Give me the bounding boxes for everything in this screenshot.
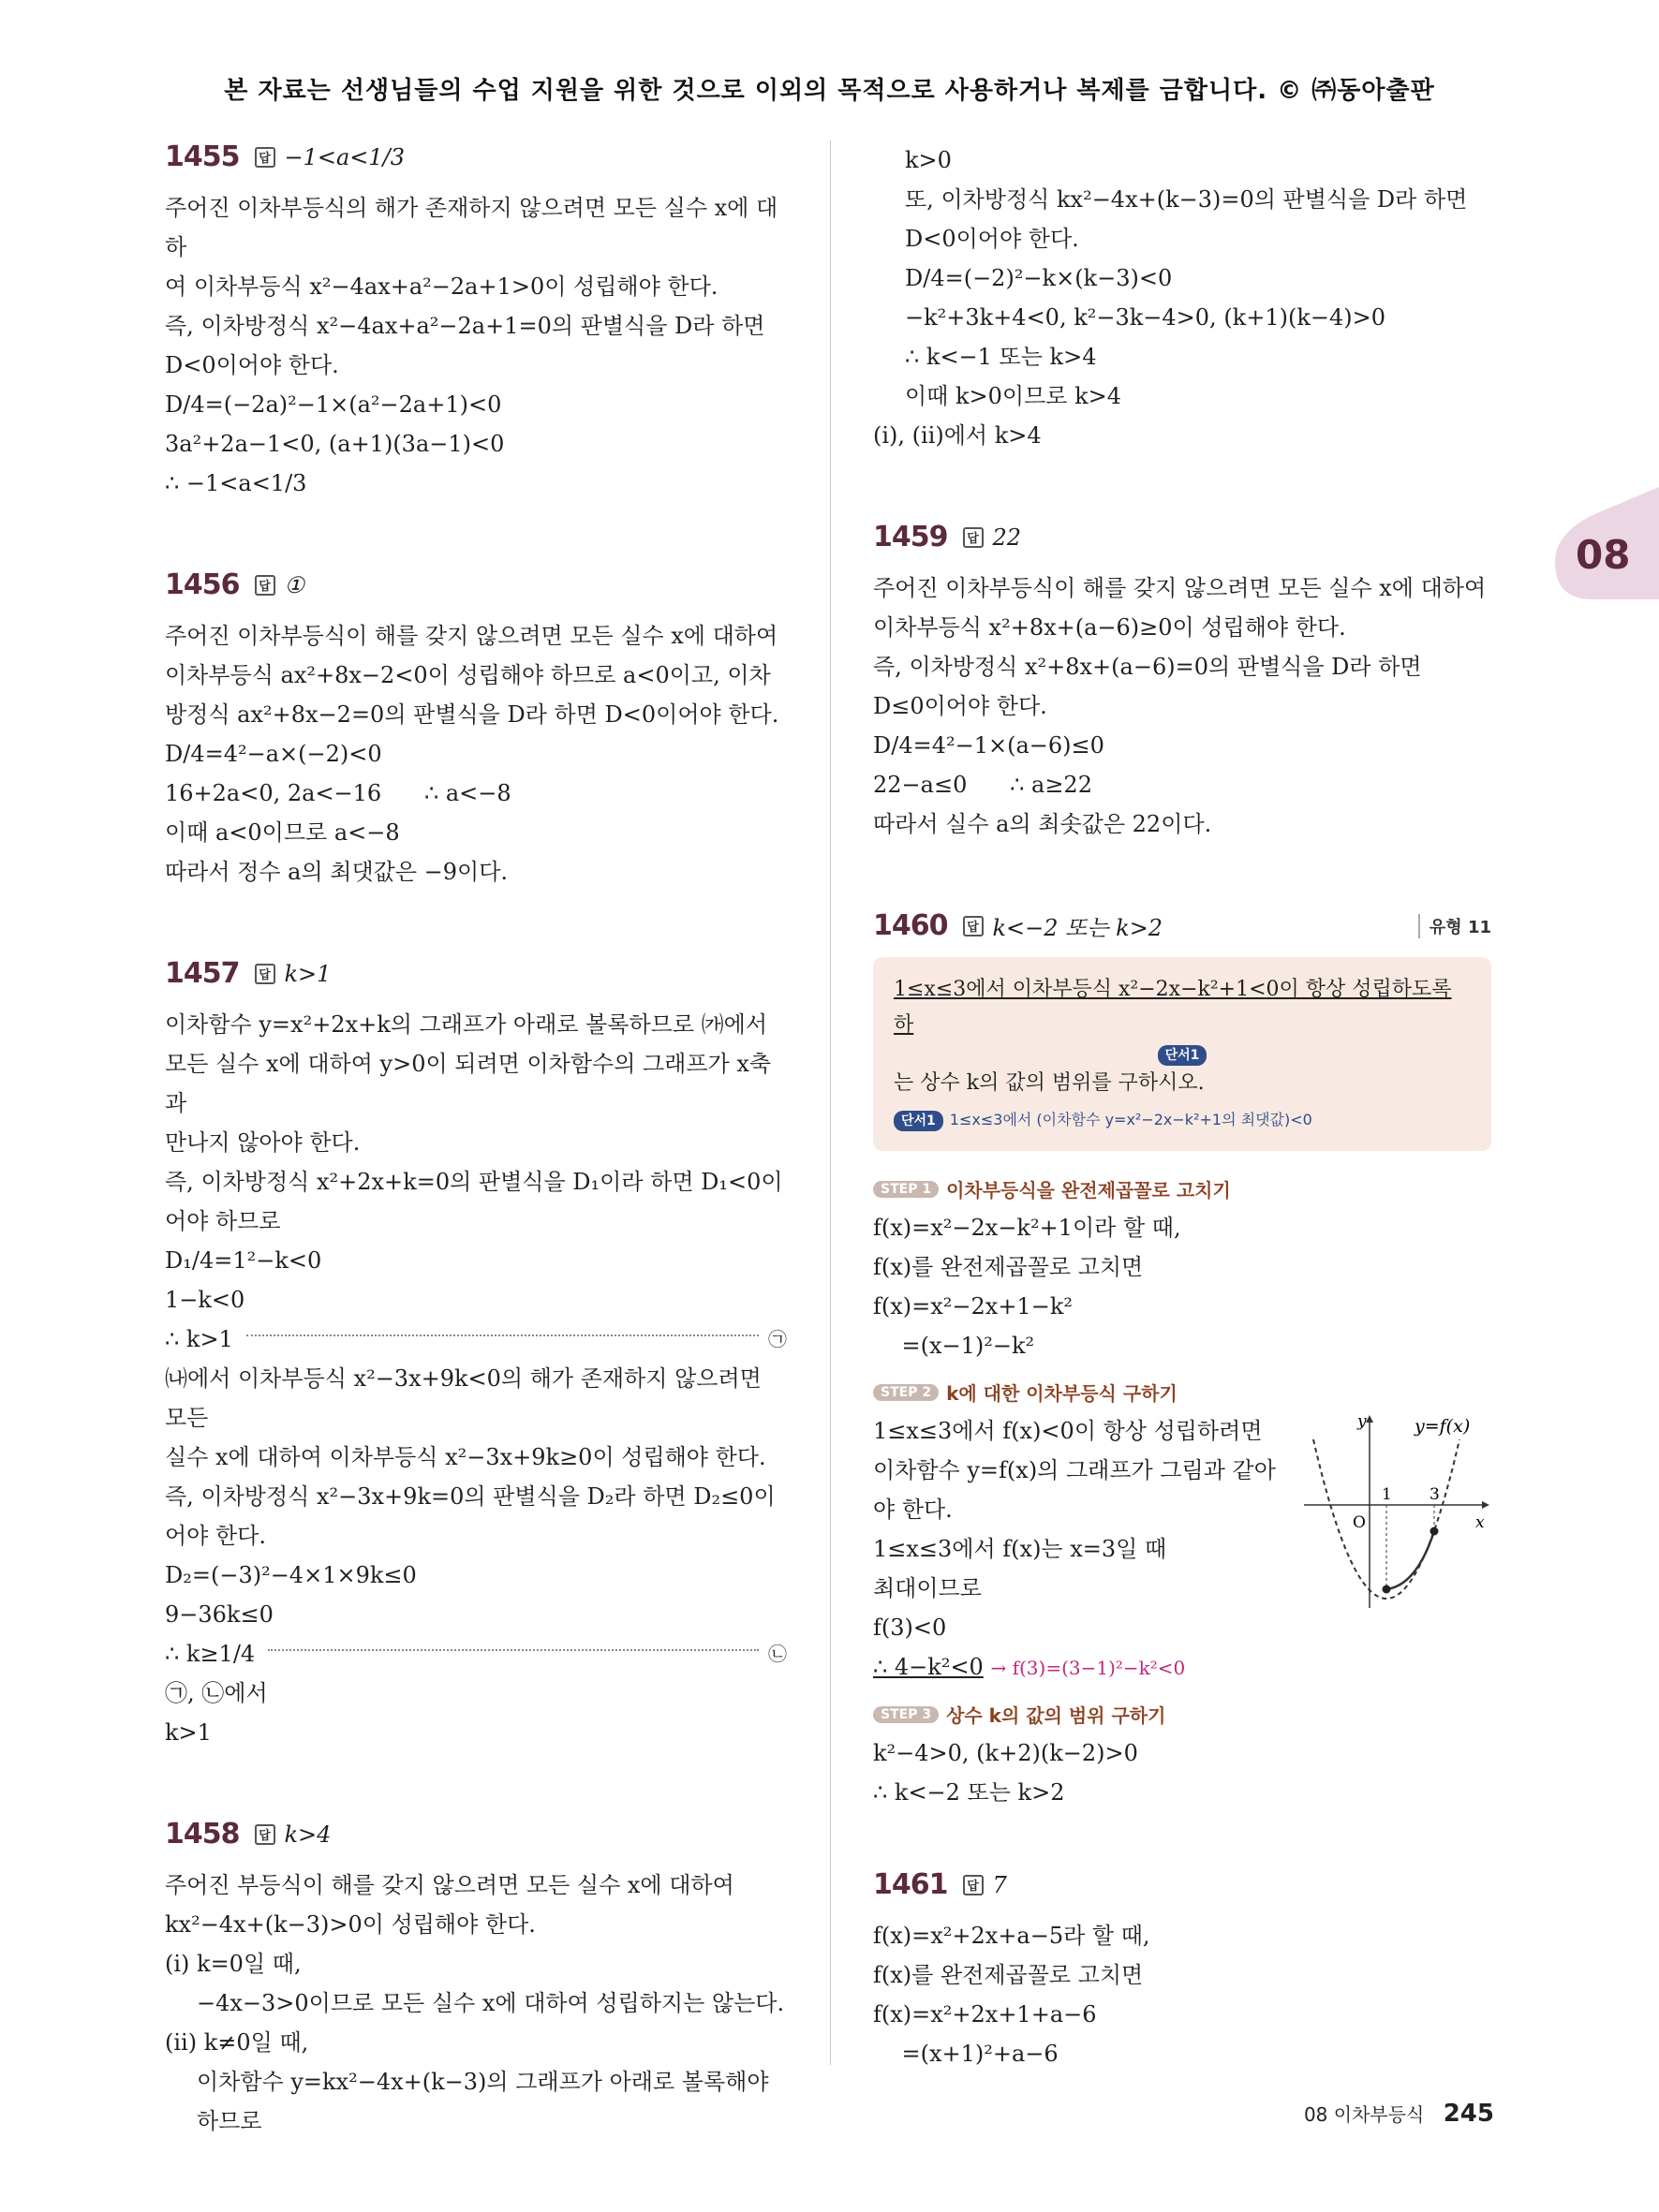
solution-lines: [165, 1005, 787, 1320]
text-line: 즉, 이차방정식 x²+8x+(a−6)=0의 판별식을 D라 하면: [873, 654, 1422, 680]
answer-badge-icon: 답: [255, 147, 275, 168]
solution-lines: [165, 616, 787, 892]
problem-answer: k>4: [284, 1821, 332, 1848]
problem-1455: [165, 140, 787, 503]
problem-1461: [873, 1868, 1491, 2073]
clue-label: 단서1: [894, 1111, 943, 1131]
text-line: 주어진 이차부등식의 해가 존재하지 않으려면 모든 실수 x에 대하: [165, 195, 778, 260]
text-line: 즉, 이차방정식 x²−4ax+a²−2a+1=0의 판별식을 D라 하면: [165, 313, 765, 339]
parabola-graph: [1304, 1411, 1491, 1617]
copyright-header: 본 자료는 선생님들의 수업 지원을 위한 것으로 이외의 목적으로 사용하거나 복제를 금합니다. © ㈜동아출판: [224, 77, 1435, 105]
text-line: 모든 실수 x에 대하여 y>0이 되려면 이차함수의 그래프가 x축과: [165, 1051, 772, 1116]
step-badge: STEP 1: [873, 1181, 939, 1198]
problem-number: 1461: [873, 1868, 948, 1901]
text-line: f(x)=x²+2x+a−5라 할 때,: [873, 1923, 1150, 1949]
text-line: =(x−1)²−k²: [873, 1333, 1035, 1359]
x-axis-arrow-icon: [1482, 1501, 1489, 1509]
solution-lines: [165, 1359, 787, 1634]
solution-lines: [165, 1674, 787, 1752]
tick-label-3: 3: [1429, 1485, 1440, 1504]
solution-lines: [873, 1208, 1491, 1365]
page-number: 245: [1443, 2100, 1494, 2128]
problem-number: 1455: [165, 140, 240, 173]
text-line: D<0이어야 한다.: [905, 226, 1079, 252]
problem-number: 1457: [165, 957, 240, 990]
text-line: f(x)를 완전제곱꼴로 고치면: [873, 1254, 1144, 1280]
solution-lines: [873, 1733, 1491, 1812]
text-line: =(x+1)²+a−6: [873, 2041, 1059, 2067]
solution-lines: [165, 1865, 787, 2141]
text-line: D<0이어야 한다.: [165, 352, 339, 378]
right-column: [873, 140, 1491, 2139]
answer-badge-icon: 답: [963, 527, 984, 548]
problem-1460: [873, 909, 1491, 1812]
step-2-header: [873, 1379, 1491, 1406]
text-line: 주어진 이차부등식이 해를 갖지 않으려면 모든 실수 x에 대하여: [165, 623, 778, 649]
left-column: [165, 140, 787, 2206]
problem-1457: [165, 957, 787, 1752]
y-axis-arrow-icon: [1366, 1415, 1373, 1423]
text-line: 어야 한다.: [165, 1523, 266, 1549]
text-line: 따라서 실수 a의 최솟값은 22이다.: [873, 811, 1212, 837]
text-line: 즉, 이차방정식 x²−3x+9k=0의 판별식을 D₂라 하면 D₂≤0이: [165, 1483, 776, 1510]
text-line: 이차부등식 ax²+8x−2<0이 성립해야 하므로 a<0이고, 이차: [165, 662, 771, 688]
text-line: 주어진 부등식이 해를 갖지 않으려면 모든 실수 x에 대하여: [165, 1872, 734, 1898]
dotted-result-line: [165, 1320, 787, 1359]
text-line: (ⅰ) k=0일 때,: [165, 1951, 302, 1977]
problem-1456: [165, 568, 787, 892]
solution-lines: [873, 568, 1491, 844]
text-line: D/4=4²−a×(−2)<0: [165, 741, 382, 767]
text-line: kx²−4x+(k−3)>0이 성립해야 한다.: [165, 1911, 536, 1938]
problem-number: 1456: [165, 568, 240, 601]
problem-text-line: 는 상수 k의 값의 범위를 구하시오.: [894, 1071, 1205, 1095]
answer-badge-icon: 답: [255, 1824, 275, 1845]
dotted-result-line: [165, 1634, 787, 1674]
function-label: y=f(x): [1415, 1416, 1471, 1437]
text-line: ㈏에서 이차부등식 x²−3x+9k<0의 해가 존재하지 않으려면 모든: [165, 1365, 769, 1431]
text-line: 어야 하므로: [165, 1208, 281, 1234]
text-line: D/4=(−2a)²−1×(a²−2a+1)<0: [165, 391, 502, 418]
problem-1458-continued: [873, 140, 1491, 455]
text-line: 1≤x≤3에서 f(x)<0이 항상 성립하려면: [873, 1418, 1263, 1444]
circled-mark: ㉡: [768, 1643, 787, 1665]
result-text: ∴ k>1: [165, 1326, 233, 1352]
step-title: k에 대한 이차부등식 구하기: [946, 1382, 1178, 1405]
problem-answer: ①: [284, 571, 305, 598]
problem-answer: k>1: [284, 960, 332, 987]
text-line: 1−k<0: [165, 1287, 245, 1313]
text-line: 이차함수 y=kx²−4x+(k−3)의 그래프가 아래로 볼록해야: [197, 2069, 769, 2095]
problem-number: 1459: [873, 521, 948, 553]
problem-box: [873, 957, 1491, 1151]
text-line: 야 한다.: [873, 1497, 953, 1523]
step-title: 상수 k의 값의 범위 구하기: [946, 1704, 1166, 1727]
clue-marker: 단서1: [1158, 1045, 1207, 1066]
problem-answer: 7: [992, 1871, 1007, 1898]
answer-badge-icon: 답: [255, 575, 275, 596]
text-line: 하므로: [197, 2108, 262, 2134]
text-line: 이때 k>0이므로 k>4: [905, 383, 1122, 409]
text-line: ㉠, ㉡에서: [165, 1680, 268, 1706]
text-line: −k²+3k+4<0, k²−3k−4>0, (k+1)(k−4)>0: [905, 304, 1385, 331]
result-text: ∴ 4−k²<0: [873, 1654, 984, 1680]
step-title: 이차부등식을 완전제곱꼴로 고치기: [946, 1179, 1231, 1202]
text-line: k²−4>0, (k+2)(k−2)>0: [873, 1740, 1138, 1766]
problem-text-line: 1≤x≤3에서 이차부등식 x²−2x−k²+1<0이 항상 성립하도록 하: [894, 978, 1452, 1037]
step-3-header: [873, 1701, 1491, 1728]
text-line: k>0: [905, 147, 952, 173]
vertex-point: [1383, 1585, 1391, 1594]
text-line: D₁/4=1²−k<0: [165, 1247, 322, 1274]
result-text: ∴ k≥1/4: [165, 1641, 256, 1667]
answer-badge-icon: 답: [963, 916, 984, 936]
solution-lines: [165, 188, 787, 503]
footer-chapter: 08 이차부등식: [1303, 2103, 1425, 2126]
max-point: [1430, 1527, 1439, 1536]
solution-lines: [873, 1916, 1491, 2073]
text-line: f(x)=x²+2x+1+a−6: [873, 2001, 1097, 2028]
text-line: f(x)=x²−2x+1−k²: [873, 1293, 1073, 1320]
step-badge: STEP 3: [873, 1706, 939, 1723]
text-line: −4x−3>0이므로 모든 실수 x에 대하여 성립하지는 않는다.: [197, 1990, 785, 2016]
text-line: D≤0이어야 한다.: [873, 693, 1047, 719]
step-1-header: [873, 1175, 1491, 1202]
circled-mark: ㉠: [768, 1328, 787, 1350]
text-line: 이차함수 y=x²+2x+k의 그래프가 아래로 볼록하므로 ㈎에서: [165, 1011, 768, 1038]
origin-label: O: [1353, 1513, 1366, 1532]
text-line: (ⅰ), (ⅱ)에서 k>4: [873, 422, 1042, 449]
pink-note: → f(3)=(3−1)²−k²<0: [990, 1657, 1186, 1679]
column-divider: [830, 140, 831, 2065]
text-line: ∴ k<−2 또는 k>2: [873, 1779, 1065, 1806]
problem-1459: [873, 521, 1491, 844]
text-line: D/4=(−2)²−k×(k−3)<0: [905, 265, 1173, 291]
tick-label-1: 1: [1382, 1485, 1392, 1504]
text-line: ∴ −1<a<1/3: [165, 470, 307, 496]
text-line: 또, 이차방정식 kx²−4x+(k−3)=0의 판별식을 D라 하면: [905, 186, 1468, 213]
type-tag: 유형 11: [1418, 914, 1491, 938]
answer-badge-icon: 답: [255, 964, 275, 984]
text-line: 1≤x≤3에서 f(x)는 x=3일 때: [873, 1536, 1167, 1562]
dot-leader: [246, 1335, 759, 1336]
text-line: 따라서 정수 a의 최댓값은 −9이다.: [165, 859, 509, 885]
text-line: 22−a≤0 ∴ a≥22: [873, 772, 1092, 798]
result-line: [873, 1647, 1491, 1688]
text-line: 만나지 않아야 한다.: [165, 1129, 361, 1156]
step-badge: STEP 2: [873, 1384, 939, 1401]
problem-answer: 22: [992, 524, 1022, 551]
text-line: ∴ k<−1 또는 k>4: [905, 344, 1097, 370]
dot-leader: [268, 1649, 759, 1651]
solution-lines: [873, 140, 1491, 455]
text-line: 16+2a<0, 2a<−16 ∴ a<−8: [165, 780, 511, 806]
text-line: 주어진 이차부등식이 해를 갖지 않으려면 모든 실수 x에 대하여: [873, 575, 1487, 601]
problem-number: 1460: [873, 909, 948, 942]
text-line: 즉, 이차방정식 x²+2x+k=0의 판별식을 D₁이라 하면 D₁<0이: [165, 1169, 783, 1195]
problem-number: 1458: [165, 1818, 240, 1851]
text-line: f(x)=x²−2x−k²+1이라 할 때,: [873, 1215, 1181, 1241]
text-line: 9−36k≤0: [165, 1601, 274, 1628]
answer-badge-icon: 답: [963, 1875, 984, 1895]
x-axis-label: x: [1475, 1513, 1485, 1532]
problem-answer: −1<a<1/3: [284, 143, 406, 170]
text-line: (ⅱ) k≠0일 때,: [165, 2029, 309, 2056]
text-line: f(x)를 완전제곱꼴로 고치면: [873, 1962, 1144, 1988]
text-line: D/4=4²−1×(a−6)≤0: [873, 732, 1104, 759]
problem-answer: k<−2 또는 k>2: [992, 915, 1163, 941]
text-line: 이차부등식 x²+8x+(a−6)≥0이 성립해야 한다.: [873, 614, 1346, 641]
text-line: f(3)<0: [873, 1615, 947, 1641]
text-line: 최대이므로: [873, 1575, 982, 1601]
chapter-tab-number: 08: [1576, 532, 1631, 578]
y-axis-label: y: [1357, 1412, 1367, 1431]
text-line: 이차함수 y=f(x)의 그래프가 그림과 같아: [873, 1457, 1276, 1483]
text-line: k>1: [165, 1719, 212, 1746]
text-line: D₂=(−3)²−4×1×9k≤0: [165, 1562, 417, 1588]
text-line: 여 이차부등식 x²−4ax+a²−2a+1>0이 성립해야 한다.: [165, 273, 718, 300]
problem-1458: [165, 1818, 787, 2141]
text-line: 방정식 ax²+8x−2=0의 판별식을 D라 하면 D<0이어야 한다.: [165, 701, 779, 728]
text-line: 이때 a<0이므로 a<−8: [165, 819, 400, 846]
text-line: 3a²+2a−1<0, (a+1)(3a−1)<0: [165, 431, 505, 457]
text-line: 실수 x에 대하여 이차부등식 x²−3x+9k≥0이 성립해야 한다.: [165, 1444, 766, 1470]
clue-text: 1≤x≤3에서 (이차함수 y=x²−2x−k²+1의 최댓값)<0: [949, 1111, 1312, 1128]
page-footer: [1304, 2100, 1494, 2128]
